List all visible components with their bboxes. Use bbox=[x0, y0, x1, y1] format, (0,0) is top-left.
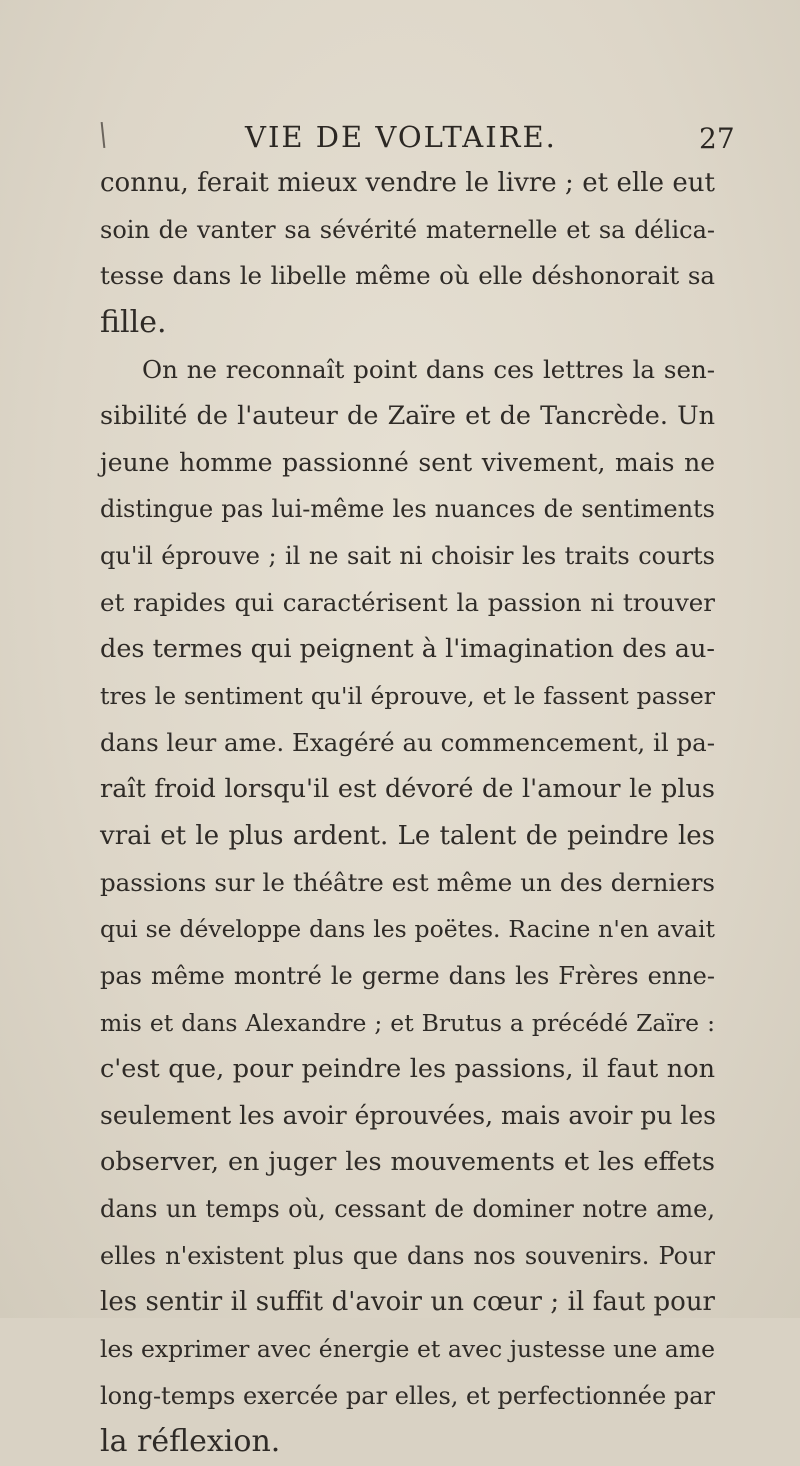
text-line: pas même montré le germe dans les Frères enne- bbox=[100, 961, 715, 990]
text-line: qui se développe dans les poëtes. Racine n'en avait bbox=[100, 915, 715, 944]
text-line: observer, en juger les mouvements et les effets bbox=[100, 1147, 715, 1178]
text-line: des termes qui peignent à l'imagination des au- bbox=[100, 634, 716, 665]
text-line: seulement les avoir éprouvées, mais avoir pu les bbox=[100, 1100, 717, 1130]
text-line: la réflexion. bbox=[100, 1424, 281, 1460]
text-line: long-temps exercée par elles, et perfectionnée par bbox=[100, 1381, 715, 1410]
text-line: sibilité de l'auteur de Zaïre et de Tancrède. Un bbox=[100, 401, 715, 432]
text-line: c'est que, pour peindre les passions, il faut non bbox=[100, 1054, 715, 1085]
page-number: 27 bbox=[699, 122, 735, 155]
page-header bbox=[0, 120, 800, 160]
text-line: tesse dans le libelle même où elle déshonorait sa bbox=[100, 261, 715, 291]
text-line: fille. bbox=[100, 304, 167, 340]
text-line: distingue pas lui-même les nuances de sentiments bbox=[100, 495, 715, 524]
text-line: raît froid lorsqu'il est dévoré de l'amour le plus bbox=[100, 774, 715, 805]
text-line: et rapides qui caractérisent la passion ni trouver bbox=[100, 587, 715, 617]
text-line: dans leur ame. Exagéré au commencement, il pa- bbox=[100, 727, 716, 757]
text-line: connu, ferait mieux vendre le livre ; et elle eut bbox=[100, 168, 715, 198]
text-line: les sentir il suffit d'avoir un cœur ; il faut pour bbox=[100, 1287, 715, 1318]
text-line: jeune homme passionné sent vivement, mais ne bbox=[100, 447, 715, 477]
text-line: les exprimer avec énergie et avec justesse une ame bbox=[100, 1335, 715, 1364]
text-line: qu'il éprouve ; il ne sait ni choisir les traits courts bbox=[100, 542, 715, 571]
text-line: soin de vanter sa sévérité maternelle et sa délica- bbox=[100, 215, 715, 244]
text-line: tres le sentiment qu'il éprouve, et le fassent passer bbox=[100, 682, 715, 711]
text-line: passions sur le théâtre est même un des derniers bbox=[100, 867, 715, 897]
running-head: VIE DE VOLTAIRE. bbox=[245, 120, 557, 154]
text-line: mis et dans Alexandre ; et Brutus a précédé Zaïre : bbox=[100, 1008, 715, 1037]
text-line: elles n'existent plus que dans nos souvenirs. Pour bbox=[100, 1241, 715, 1270]
body-text bbox=[100, 160, 715, 1466]
text-line: On ne reconnaît point dans ces lettres la sen- bbox=[142, 354, 715, 384]
text-line: vrai et le plus ardent. Le talent de peindre les bbox=[100, 820, 715, 851]
text-line: dans un temps où, cessant de dominer notre ame, bbox=[100, 1195, 715, 1224]
